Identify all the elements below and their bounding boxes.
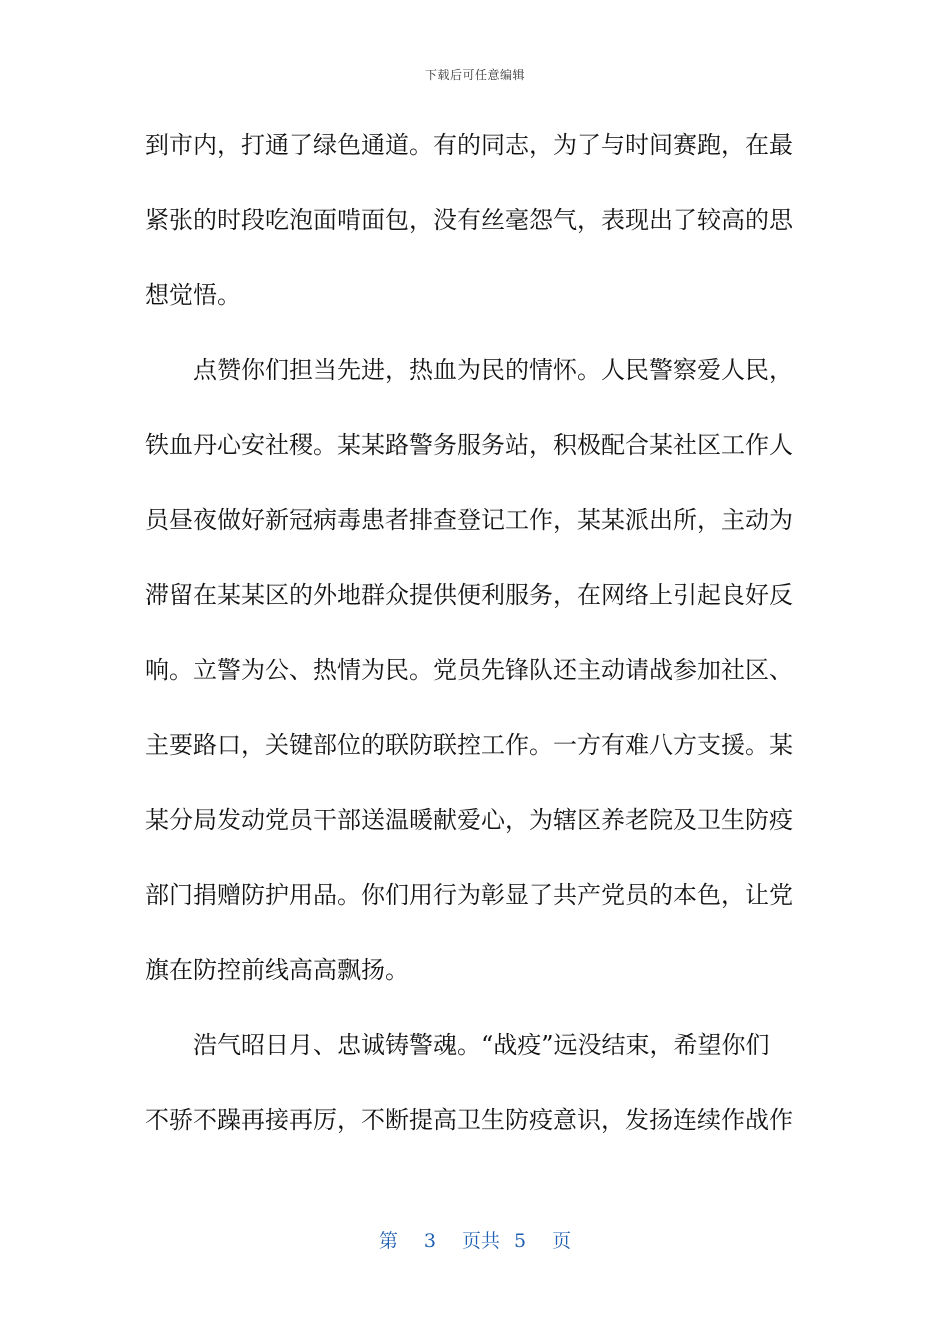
text-line: 紧张的时段吃泡面啃面包，没有丝毫怨气，表现出了较高的思 [145,206,793,234]
text-line: 部门捐赠防护用品。你们用行为彰显了共产党员的本色，让党 [145,881,793,909]
page-number: 3 [423,1230,436,1252]
text-line: 员昼夜做好新冠病毒患者排查登记工作，某某派出所，主动为 [145,506,793,534]
text-line: 想觉悟。 [145,281,241,309]
text-line: 滞留在某某区的外地群众提供便利服务，在网络上引起良好反 [145,581,793,609]
text-line: 浩气昭日月、忠诚铸警魂。“战疫”远没结束，希望你们 [145,1031,770,1059]
text-line: 铁血丹心安社稷。某某路警务服务站，积极配合某社区工作人 [145,431,793,459]
page-footer [0,1226,950,1253]
total-pages: 5 [514,1230,527,1252]
page-prefix: 第 [378,1230,398,1252]
text-line: 点赞你们担当先进，热血为民的情怀。人民警察爱人民， [145,356,793,384]
header-note: 下载后可任意编辑 [424,68,525,82]
page-middle: 页共 [461,1230,500,1252]
text-line: 主要路口，关键部位的联防联控工作。一方有难八方支援。某 [145,731,793,759]
text-line: 到市内，打通了绿色通道。有的同志，为了与时间赛跑，在最 [145,131,793,159]
page-suffix: 页 [552,1230,572,1252]
text-line: 某分局发动党员干部送温暖献爱心，为辖区养老院及卫生防疫 [145,806,793,834]
text-line: 不骄不躁再接再厉，不断提高卫生防疫意识，发扬连续作战作 [145,1106,793,1134]
text-line: 旗在防控前线高高飘扬。 [145,956,409,984]
text-line: 响。立警为公、热情为民。党员先锋队还主动请战参加社区、 [145,656,793,684]
